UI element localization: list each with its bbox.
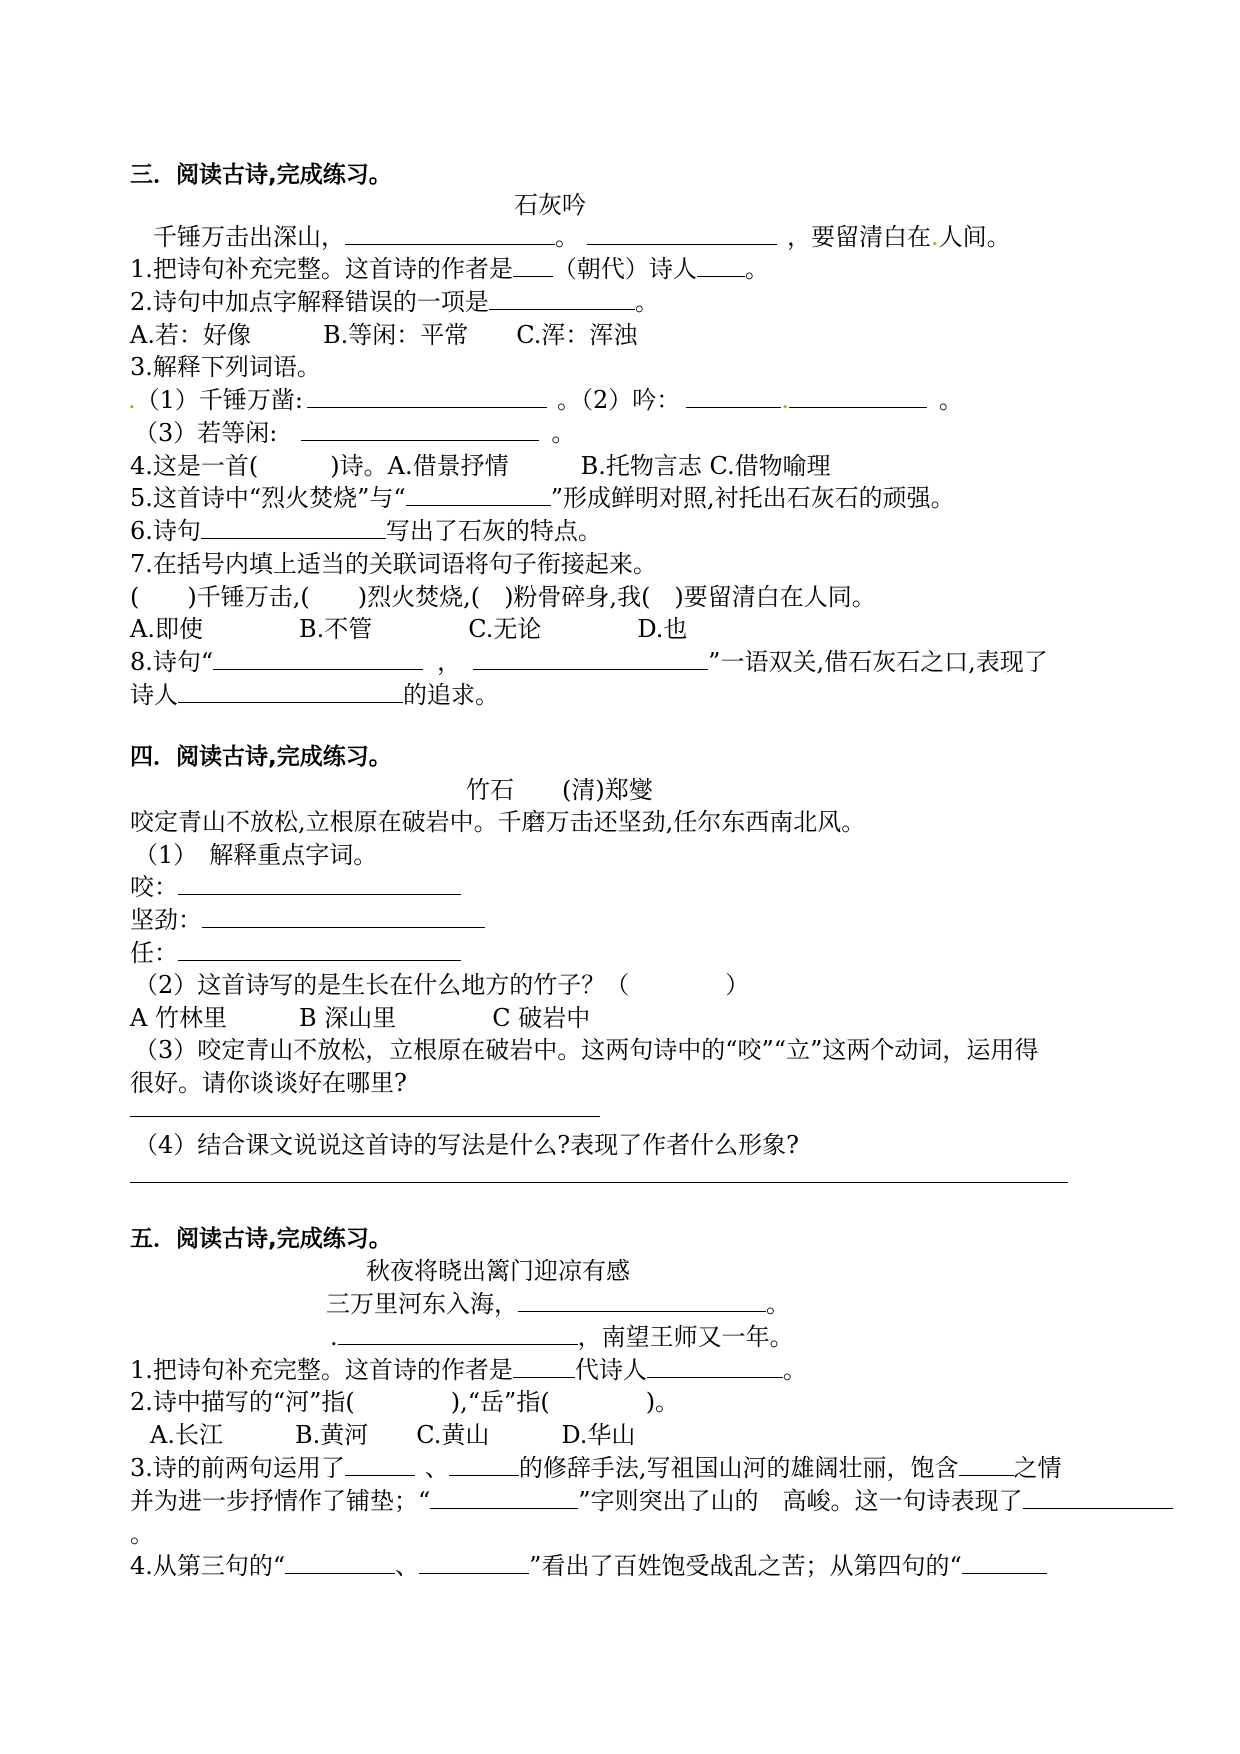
blank[interactable] xyxy=(959,1453,1014,1476)
blank[interactable] xyxy=(430,1486,578,1509)
s5-question-3: 3.诗的前两句运用了 、 的修辞手法,写祖国山河的雄阔壮丽，饱含 之情 xyxy=(130,1454,1062,1482)
s3-question-3-item-3: （3）若等闲: 。 xyxy=(134,419,576,447)
blank[interactable] xyxy=(307,385,547,408)
s4-word-yao: 咬： xyxy=(130,872,461,902)
s4-question-4: （4）结合课文说说这首诗的写法是什么?表现了作者什么形象? xyxy=(134,1131,800,1159)
blank[interactable] xyxy=(697,254,745,277)
blank[interactable] xyxy=(962,1551,1047,1574)
blank[interactable] xyxy=(473,647,708,670)
s3-question-8-cont: 诗人 的追求。 xyxy=(130,681,499,709)
blank[interactable] xyxy=(178,938,461,961)
poem-title-shihuiyin: 石灰吟 xyxy=(514,191,586,219)
blank[interactable] xyxy=(202,905,485,928)
blank[interactable] xyxy=(513,254,553,277)
poem-title-zhushi: 竹石 (清)郑燮 xyxy=(466,776,653,804)
section-4-heading: 四．阅读古诗,完成练习。 xyxy=(130,744,392,770)
s4-question-3: （3）咬定青山不放松，立根原在破岩中。这两句诗中的“咬”“立”这两个动词，运用得 xyxy=(134,1036,1039,1064)
s3-question-7: 7.在括号内填上适当的关联词语将句子衔接起来。 xyxy=(130,550,657,578)
s3-question-8: 8.诗句“ ， ”一语双关,借石灰石之口,表现了 xyxy=(130,648,1048,676)
blank[interactable] xyxy=(338,1322,578,1345)
s4-question-2-options: A 竹林里 B 深山里 C 破岩中 xyxy=(130,1004,591,1032)
s4-question-3-cont: 很好。请你谈谈好在哪里? xyxy=(130,1069,407,1097)
blank[interactable] xyxy=(345,222,555,245)
poem-text-zhushi: 咬定青山不放松,立根原在破岩中。千磨万击还坚劲,任尔东西南北风。 xyxy=(130,808,866,836)
blank[interactable] xyxy=(449,1453,519,1476)
section-5-heading: 五．阅读古诗,完成练习。 xyxy=(130,1226,392,1252)
poem-line-1-s5: 三万里河东入海， 。 xyxy=(326,1290,790,1318)
s3-question-3: 3.解释下列词语。 xyxy=(130,353,321,381)
blank[interactable] xyxy=(587,222,777,245)
s5-question-2: 2.诗中描写的“河”指( ),“岳”指( )。 xyxy=(130,1388,680,1416)
s5-question-1: 1.把诗句补充完整。这首诗的作者是 代诗人 。 xyxy=(130,1356,807,1384)
blank[interactable] xyxy=(419,1551,529,1574)
s4-question-2: （2）这首诗写的是生长在什么地方的竹子？（ ） xyxy=(134,971,750,999)
blank[interactable] xyxy=(789,385,927,408)
s3-question-5: 5.这首诗中“烈火焚烧”与“ ”形成鲜明对照,衬托出石灰石的顽强。 xyxy=(130,484,955,512)
blank[interactable] xyxy=(518,1289,766,1312)
blank[interactable] xyxy=(201,516,386,539)
s3-question-1: 1.把诗句补充完整。这首诗的作者是 （朝代）诗人 。 xyxy=(130,255,769,283)
answer-line[interactable] xyxy=(130,1160,1068,1183)
poem-line-2-s5: . ，南望王师又一年。 xyxy=(330,1323,794,1351)
answer-line[interactable] xyxy=(130,1094,600,1117)
s3-question-2-options: A.若：好像 B.等闲：平常 C.浑：浑浊 xyxy=(130,321,638,349)
blank[interactable] xyxy=(213,647,423,670)
blank[interactable] xyxy=(647,1355,783,1378)
blank[interactable] xyxy=(513,1355,575,1378)
s3-question-7-sentence: ( )千锤万击,( )烈火焚烧,( )粉骨碎身,我( )要留清白在人同。 xyxy=(130,583,876,611)
s3-question-6: 6.诗句 写出了石灰的特点。 xyxy=(130,517,602,545)
blank[interactable] xyxy=(345,1453,415,1476)
s3-question-4: 4.这是一首( )诗。A.借景抒情 B.托物言志 C.借物喻理 xyxy=(130,452,831,480)
blank[interactable] xyxy=(489,287,635,310)
blank[interactable] xyxy=(301,418,539,441)
s3-question-7-options: A.即使 B.不管 C.无论 D.也 xyxy=(130,615,688,643)
s5-question-2-options: A.长江 B.黄河 C.黄山 D.华山 xyxy=(150,1421,636,1449)
s4-word-ren: 任： xyxy=(130,938,461,968)
s5-question-3-cont: 并为进一步抒情作了铺垫；“ ”字则突出了山的 高峻。这一句诗表现了 xyxy=(130,1486,1173,1516)
section-3-heading: 三．阅读古诗,完成练习。 xyxy=(130,162,392,188)
blank[interactable] xyxy=(285,1551,395,1574)
blank[interactable] xyxy=(1023,1486,1173,1509)
s4-word-jianjin: 坚劲： xyxy=(130,905,485,935)
s5-question-3-end: 。 xyxy=(130,1520,154,1548)
s3-question-3-items-1-2: .（1）千锤万凿: 。（2）吟： . 。 xyxy=(128,386,963,414)
s3-question-2: 2.诗句中加点字解释错误的一项是 。 xyxy=(130,288,659,316)
s4-question-1: （1） 解释重点字词。 xyxy=(134,841,378,869)
blank[interactable] xyxy=(178,680,403,703)
blank[interactable] xyxy=(178,872,461,895)
blank[interactable] xyxy=(406,483,551,506)
blank[interactable] xyxy=(686,385,781,408)
s5-question-4: 4.从第三句的“ 、 ”看出了百姓饱受战乱之苦；从第四句的“ xyxy=(130,1551,1047,1581)
poem-title-qiuye: 秋夜将晓出篱门迎凉有感 xyxy=(366,1257,630,1285)
poem-line-s3: 千锤万击出深山， 。 ，要留清白在.人间。 xyxy=(153,223,1011,251)
